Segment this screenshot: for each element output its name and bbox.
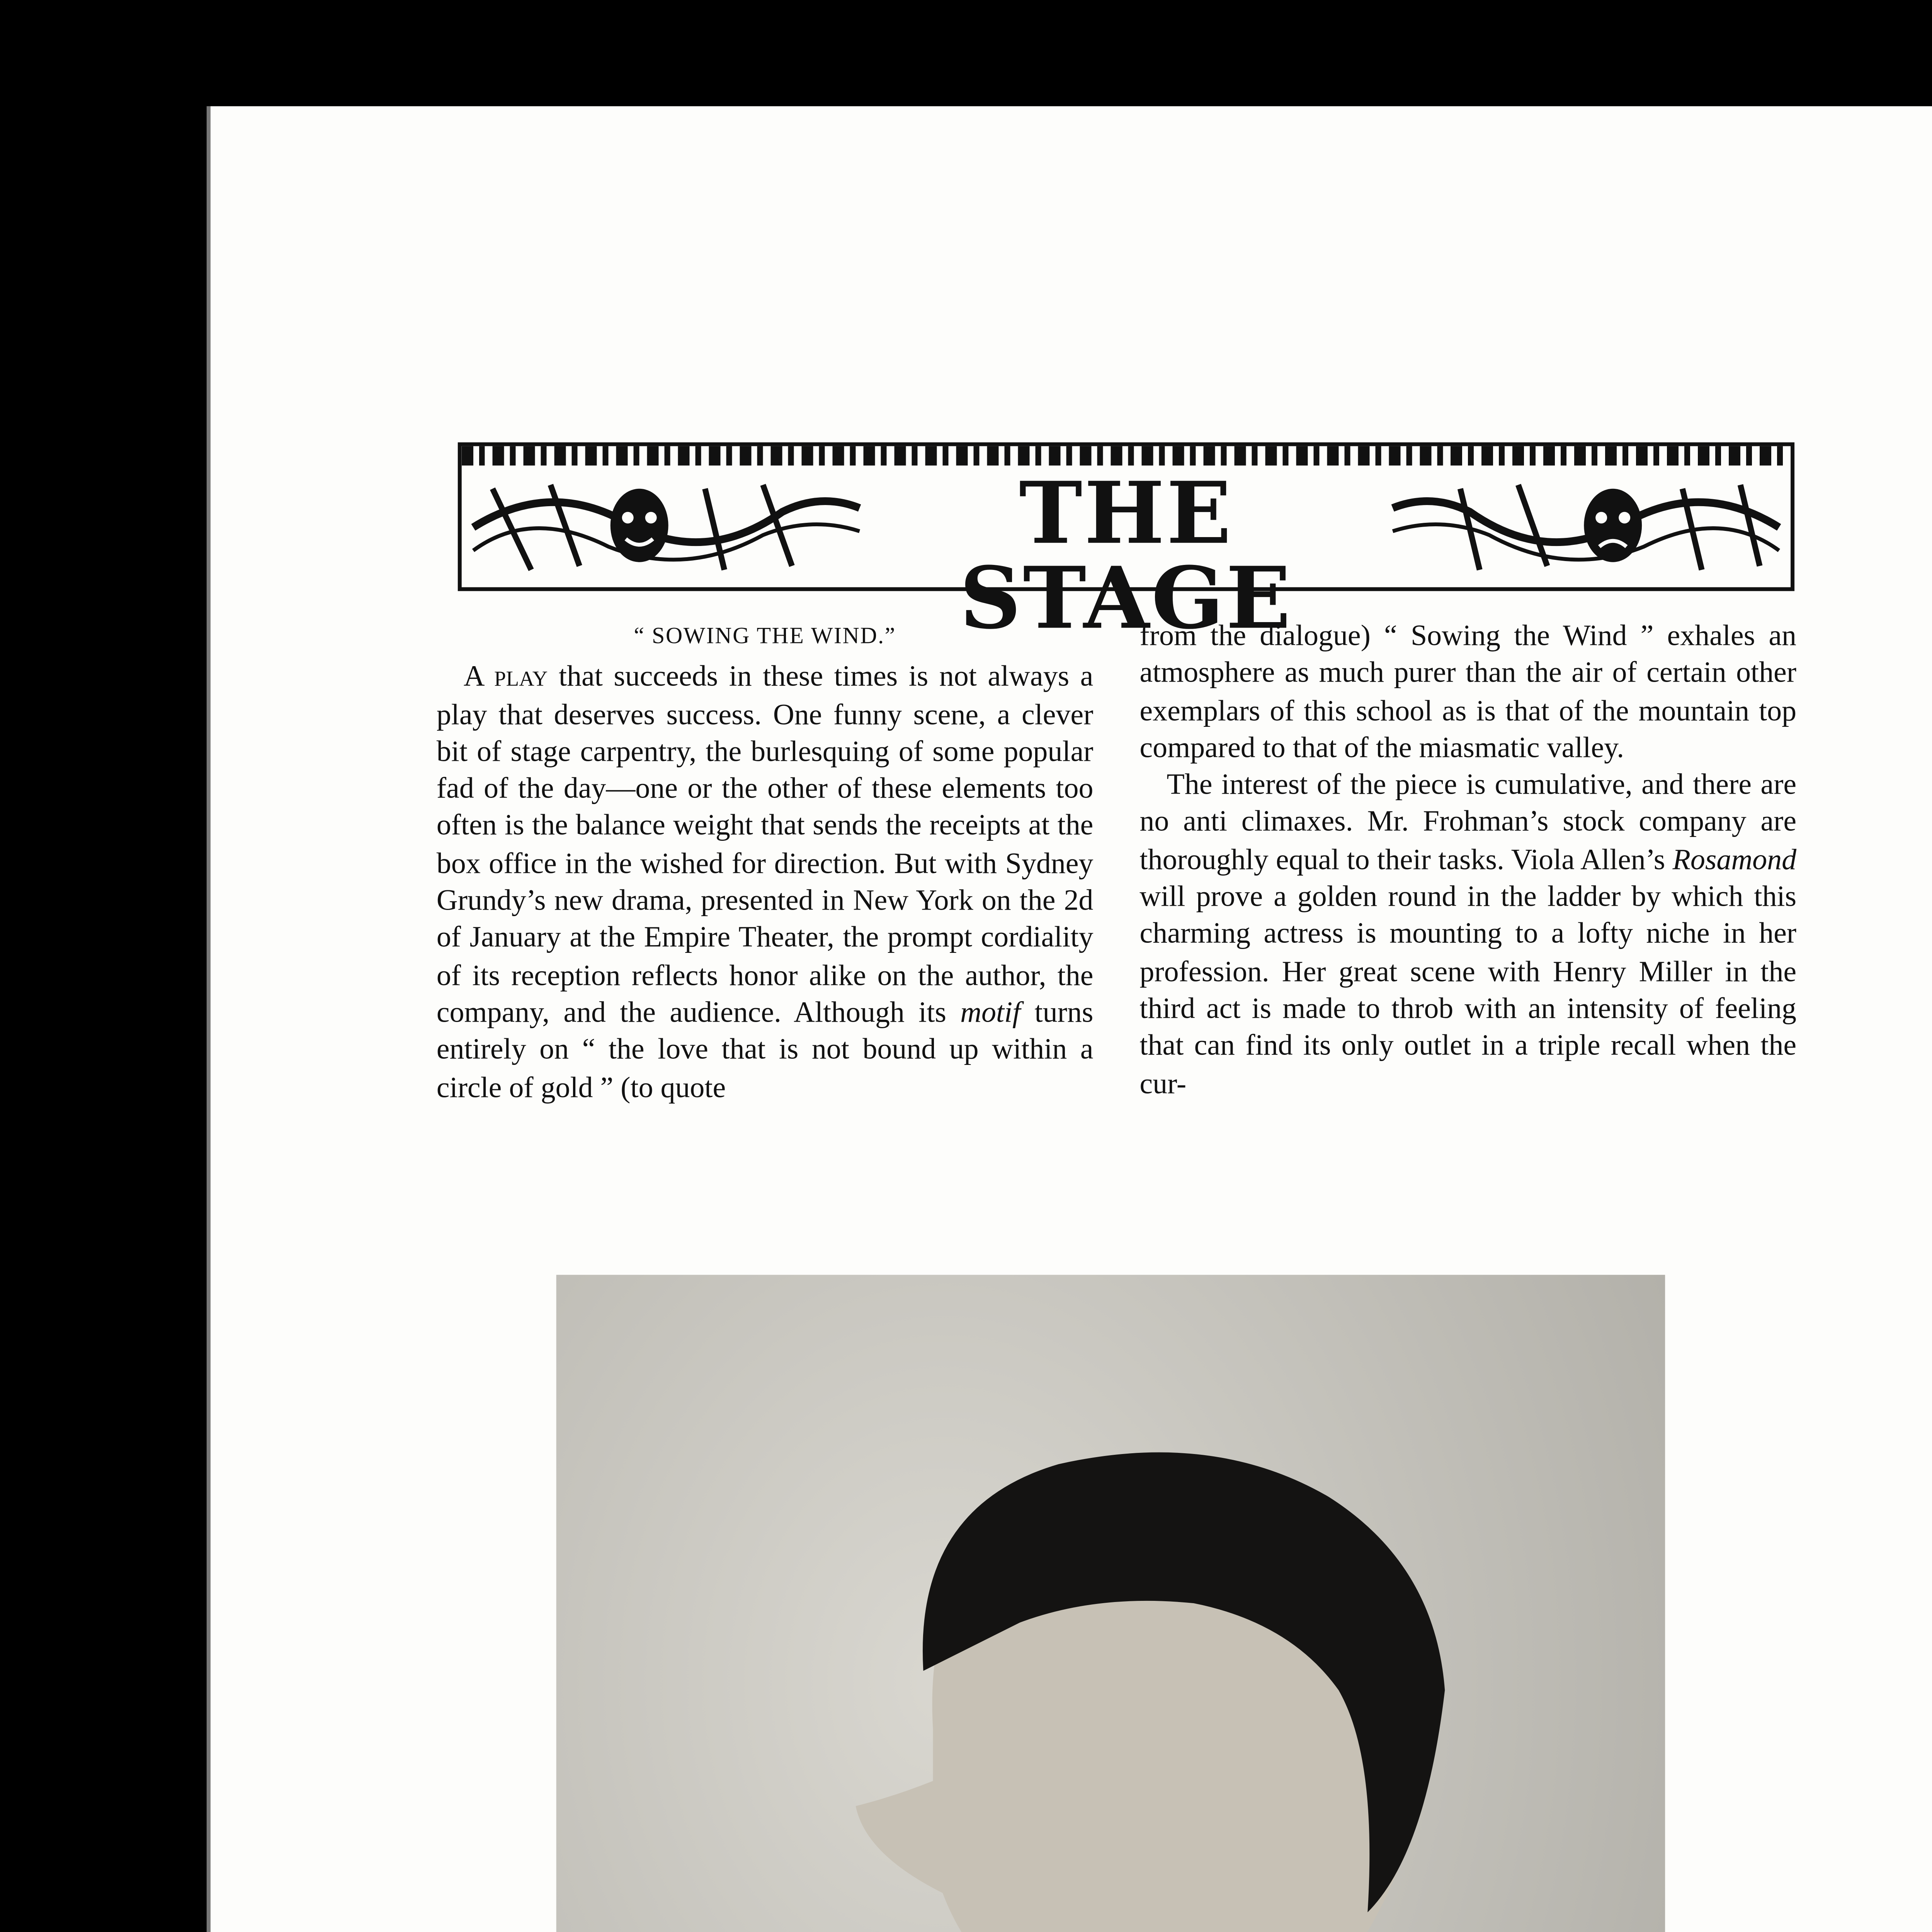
paragraph-lead: A play bbox=[463, 661, 548, 694]
article-heading: “ SOWING THE WIND.” bbox=[634, 622, 896, 649]
portrait-photograph bbox=[556, 1275, 1665, 1932]
paragraph-text: that succeeds in these times is not always a play that deserves success. One funny scene, a clever bit of stage carpentry, the burlesquing of some popular fad of the day—one or the other of these elements too often is the balance weight that sends the receipts at the box office in the wished for direction. But with Sydney Grundy’s new drama, presented in New York on the 2d of January at the Empire Theater, the prompt cordiality of its reception reflects honor alike on the author, the company, and the audience. Although its bbox=[436, 661, 1094, 1030]
banner-frieze bbox=[462, 446, 1791, 466]
italic-term: motif bbox=[960, 997, 1021, 1030]
theatre-mask-ornament-right bbox=[1393, 469, 1779, 582]
article-paragraph-1 bbox=[437, 659, 1094, 1107]
paragraph-text: will prove a golden round in the ladder by which this charming actress is mounting to a lofty niche in her profession. Her great scene with Henry Miller in the third act is made to throb with an intensity of feeling that can find its only outlet in a triple recall when the cur- bbox=[1139, 881, 1797, 1100]
paragraph-text: turns entirely on “ the love that is not bound up within a circle of gold ” (to quote bbox=[436, 997, 1094, 1104]
article-paragraph-continued: from the dialogue) “ Sowing the Wind ” exhales an atmosphere as much purer than the air of certain other exemplars of this school as is that of the mountain top compared to that of the miasmatic valley. bbox=[1139, 620, 1797, 765]
banner-title: THE STAGE bbox=[959, 465, 1293, 649]
italic-term: Rosamond bbox=[1672, 844, 1797, 877]
article-column-left bbox=[437, 618, 1094, 1107]
paragraph-text: The interest of the piece is cumulative, and there are no anti climaxes. Mr. Frohman’s stock company are thoroughly equal to their tasks. Viola Allen’s bbox=[1139, 769, 1797, 877]
article-column-right bbox=[1139, 618, 1796, 1103]
article-paragraph-2 bbox=[1139, 767, 1796, 1103]
theatre-mask-ornament-left bbox=[473, 469, 860, 582]
